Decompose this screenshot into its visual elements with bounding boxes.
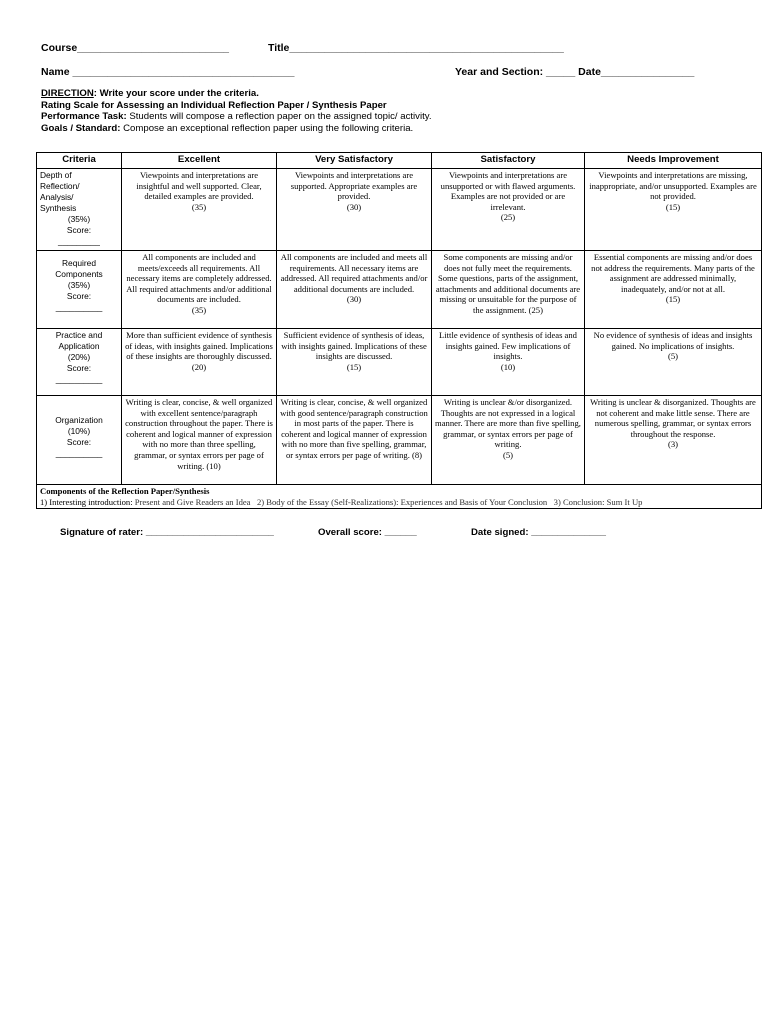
criteria-required-components: [37, 251, 122, 329]
criteria-line: Required: [62, 258, 96, 268]
cell-satisfactory: [432, 329, 585, 396]
criteria-line: Synthesis: [40, 203, 77, 213]
course-field[interactable]: Course__________________________: [41, 42, 230, 54]
cell-excellent: [122, 169, 277, 251]
performance-task-text: Students will compose a reflection paper on the assigned topic/ activity.: [126, 111, 432, 122]
overall-score-field[interactable]: Overall score: ______: [318, 527, 417, 538]
criteria-depth: [37, 169, 122, 251]
criteria-weight: (35%): [67, 280, 91, 290]
criteria-score-label: Score:: [66, 291, 92, 301]
cell-text: Writing is clear, concise, & well organized with good sentence/paragraph construction in most parts of the paper. There is coherent and logical manner of expression with no more than five spelling, grammar, or syntax errors per page of writing. (8): [280, 397, 428, 460]
criteria-line: Components: [55, 269, 103, 279]
components-footer-row: [37, 485, 762, 509]
rubric-header-row: [37, 153, 762, 169]
criteria-weight: (35%): [67, 214, 91, 224]
goals-text: Compose an exceptional reflection paper using the following criteria.: [120, 122, 414, 134]
header-satisfactory: Satisfactory: [432, 153, 585, 169]
direction-label: DIRECTION: [41, 88, 94, 99]
cell-text: Essential components are missing and/or does not address the requirements. Many parts of the assignment are addressed minimally, inadequately, and/or not at all. (15): [591, 252, 755, 305]
cell-satisfactory: [432, 251, 585, 329]
title-field[interactable]: Title_______________________________________________: [268, 42, 564, 54]
header-needs-improvement: Needs Improvement: [585, 153, 762, 169]
table-row: [37, 329, 762, 396]
signature-line: [60, 527, 728, 538]
cell-very-satisfactory: [277, 329, 432, 396]
date-signed-field[interactable]: Date signed: ______________: [471, 527, 606, 538]
score-blank[interactable]: __________: [55, 374, 103, 384]
performance-task-line: [41, 111, 727, 123]
criteria-line: Depth of: [40, 170, 72, 180]
header-excellent: Excellent: [122, 153, 277, 169]
cell-very-satisfactory: [277, 251, 432, 329]
score-blank[interactable]: __________: [55, 448, 103, 458]
cell-excellent: [122, 396, 277, 485]
cell-text: More than sufficient evidence of synthesis of ideas, with insights gained. Implications of these insights are thoroughly discussed. (20): [125, 330, 273, 372]
criteria-score-label: Score:: [66, 437, 92, 447]
cell-text: Writing is unclear &/or disorganized. Thoughts are not expressed in a logical manner. There are more than five spelling, grammar, or syntax errors per page of writing. (5): [435, 397, 581, 460]
cell-excellent: [122, 329, 277, 396]
cell-text: All components are included and meets/exceeds all requirements. All necessary items are completely addressed. All required attachments and/or additional documents are included. (35): [126, 252, 272, 315]
cell-text: Writing is unclear & disorganized. Thoughts are not coherent and make little sense. There are numerous spelling, grammar, or syntax errors throughout the response. (3): [590, 397, 756, 450]
cell-needs-improvement: [585, 251, 762, 329]
component-1-text: Present and Give Readers an Idea: [132, 496, 251, 507]
cell-text: All components are included and meets all requirements. All necessary items are addressed. All required attachments and/or additional documents are included. (30): [280, 252, 428, 305]
cell-text: Little evidence of synthesis of ideas and insights gained. Few implications of insights. (10): [439, 330, 577, 372]
cell-text: Viewpoints and interpretations are missing, inappropriate, and/or unsupported. Examples are not provided. (15): [589, 170, 757, 212]
cell-needs-improvement: [585, 329, 762, 396]
criteria-line: Practice and: [55, 330, 103, 340]
instructions: [41, 88, 727, 134]
cell-text: Viewpoints and interpretations are unsupported or with flawed arguments. Examples are not provided or are irrelevant. (25): [440, 170, 576, 223]
cell-needs-improvement: [585, 169, 762, 251]
cell-text: Viewpoints and interpretations are supported. Appropriate examples are provided. (30): [290, 170, 418, 212]
components-footer: [37, 485, 762, 509]
cell-very-satisfactory: [277, 169, 432, 251]
course-title-line: [41, 42, 727, 54]
year-section-date-field[interactable]: Year and Section: _____ Date________________: [455, 66, 695, 78]
name-year-line: [41, 66, 727, 78]
score-blank[interactable]: __________: [55, 302, 103, 312]
cell-text: Some components are missing and/or does not fully meet the requirements. Some questions, parts of the assignment, attachments and additional documents are missing or unsuitable for the purpose of the assignment. (25): [435, 252, 581, 315]
criteria-line: Analysis/: [40, 192, 74, 202]
goals-line: [41, 123, 727, 135]
criteria-line: Reflection/: [40, 181, 80, 191]
cell-excellent: [122, 251, 277, 329]
table-row: [37, 396, 762, 485]
name-field[interactable]: Name ______________________________________: [41, 66, 295, 78]
table-row: [37, 169, 762, 251]
score-blank[interactable]: _________: [58, 236, 100, 246]
criteria-line: Application: [58, 341, 100, 351]
spacer: [40, 397, 118, 415]
signature-of-rater-field[interactable]: Signature of rater: ________________________: [60, 527, 274, 538]
components-heading: Components of the Reflection Paper/Synthesis: [40, 486, 210, 496]
cell-needs-improvement: [585, 396, 762, 485]
criteria-score-label: Score:: [66, 363, 92, 373]
cell-text: Writing is clear, concise, & well organized with excellent sentence/paragraph construction throughout the paper. There is coherent and logical manner of expression with no more than three spelling, grammar, or syntax errors per page of writing. (10): [125, 397, 273, 471]
component-1-label: 1) Interesting introduction:: [40, 496, 133, 507]
criteria-score-label: Score:: [66, 225, 92, 235]
header-criteria: Criteria: [37, 153, 122, 169]
performance-task-label: Performance Task:: [41, 111, 127, 122]
goals-label: Goals / Standard:: [41, 122, 121, 134]
cell-text: No evidence of synthesis of ideas and insights gained. No implications of insights. (5): [593, 330, 753, 362]
rubric-table: [36, 152, 762, 509]
criteria-organization: [37, 396, 122, 485]
criteria-weight: (20%): [67, 352, 91, 362]
direction-line: [41, 88, 727, 100]
criteria-practice-application: [37, 329, 122, 396]
header-very-satisfactory: Very Satisfactory: [277, 153, 432, 169]
table-row: [37, 251, 762, 329]
component-2: 2) Body of the Essay (Self-Realizations): Experiences and Basis of Your Conclusion: [256, 496, 548, 507]
cell-satisfactory: [432, 396, 585, 485]
component-3: 3) Conclusion: Sum It Up: [553, 496, 643, 507]
criteria-line: Organization: [55, 415, 103, 425]
cell-text: Viewpoints and interpretations are insightful and well supported. Clear, detailed examples are provided. (35): [136, 170, 262, 212]
direction-text: : Write your score under the criteria.: [93, 88, 259, 99]
criteria-weight: (10%): [67, 426, 91, 436]
cell-satisfactory: [432, 169, 585, 251]
components-list: [40, 497, 758, 508]
cell-very-satisfactory: [277, 396, 432, 485]
cell-text: Sufficient evidence of synthesis of ideas, with insights gained. Implications of these insights are discussed. (15): [281, 330, 427, 372]
rating-scale-title: Rating Scale for Assessing an Individual Reflection Paper / Synthesis Paper: [41, 99, 387, 111]
